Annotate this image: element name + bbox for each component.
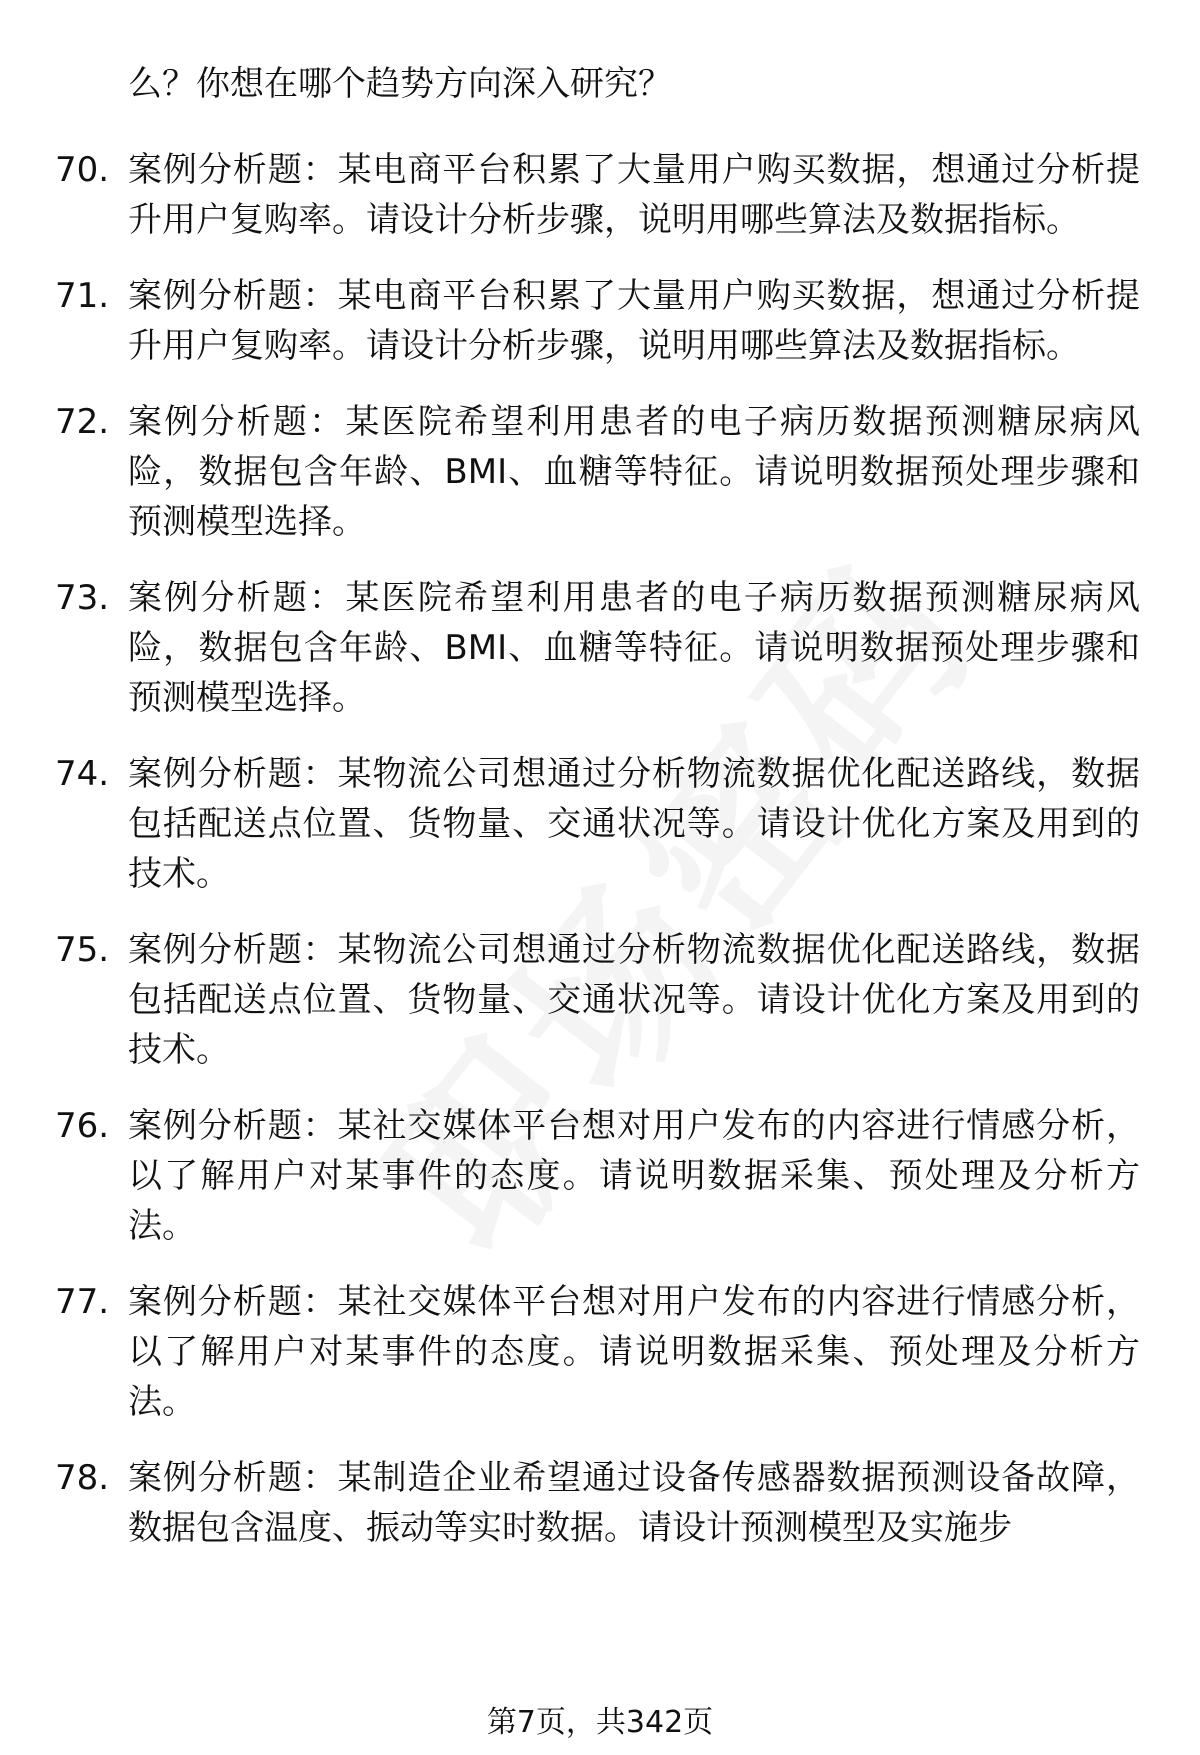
list-item [0,1277,1200,1427]
question-number: 78. [55,1458,110,1498]
question-text: 案例分析题：某社交媒体平台想对用户发布的内容进行情感分析，以了解用户对某事件的态度。请说明数据采集、预处理及分析方法。 [128,1282,1140,1422]
question-list [0,145,1200,1579]
list-item [0,397,1200,547]
list-item [0,925,1200,1075]
list-item [0,573,1200,723]
page-footer: 第7页，共342页 [486,1705,714,1740]
list-item [0,271,1200,371]
question-number: 75. [55,930,110,970]
list-item [0,1101,1200,1251]
question-text: 案例分析题：某社交媒体平台想对用户发布的内容进行情感分析，以了解用户对某事件的态度。请说明数据采集、预处理及分析方法。 [128,1106,1140,1246]
question-number: 76. [55,1106,110,1146]
list-item [0,1453,1200,1553]
question-number: 73. [55,578,110,618]
question-text: 案例分析题：某医院希望利用患者的电子病历数据预测糖尿病风险，数据包含年龄、BMI、血糖等特征。请说明数据预处理步骤和预测模型选择。 [128,402,1140,542]
list-item [0,749,1200,899]
question-number: 71. [55,276,110,316]
question-text: 案例分析题：某制造企业希望通过设备传感器数据预测设备故障，数据包含温度、振动等实时数据。请设计预测模型及实施步 [128,1458,1140,1548]
question-text: 案例分析题：某物流公司想通过分析物流数据优化配送路线，数据包括配送点位置、货物量、交通状况等。请设计优化方案及用到的技术。 [128,754,1140,894]
question-number: 77. [55,1282,110,1322]
question-number: 70. [55,150,110,190]
question-text: 案例分析题：某电商平台积累了大量用户购买数据，想通过分析提升用户复购率。请设计分析步骤，说明用哪些算法及数据指标。 [128,150,1140,240]
question-number: 72. [55,402,110,442]
list-item [0,145,1200,245]
question-text: 案例分析题：某医院希望利用患者的电子病历数据预测糖尿病风险，数据包含年龄、BMI、血糖等特征。请说明数据预处理步骤和预测模型选择。 [128,578,1140,718]
question-number: 74. [55,754,110,794]
question-text: 案例分析题：某电商平台积累了大量用户购买数据，想通过分析提升用户复购率。请设计分析步骤，说明用哪些算法及数据指标。 [128,276,1140,366]
question-text: 案例分析题：某物流公司想通过分析物流数据优化配送路线，数据包括配送点位置、货物量、交通状况等。请设计优化方案及用到的技术。 [128,930,1140,1070]
continuation-text: 么？你想在哪个趋势方向深入研究？ [128,64,672,104]
